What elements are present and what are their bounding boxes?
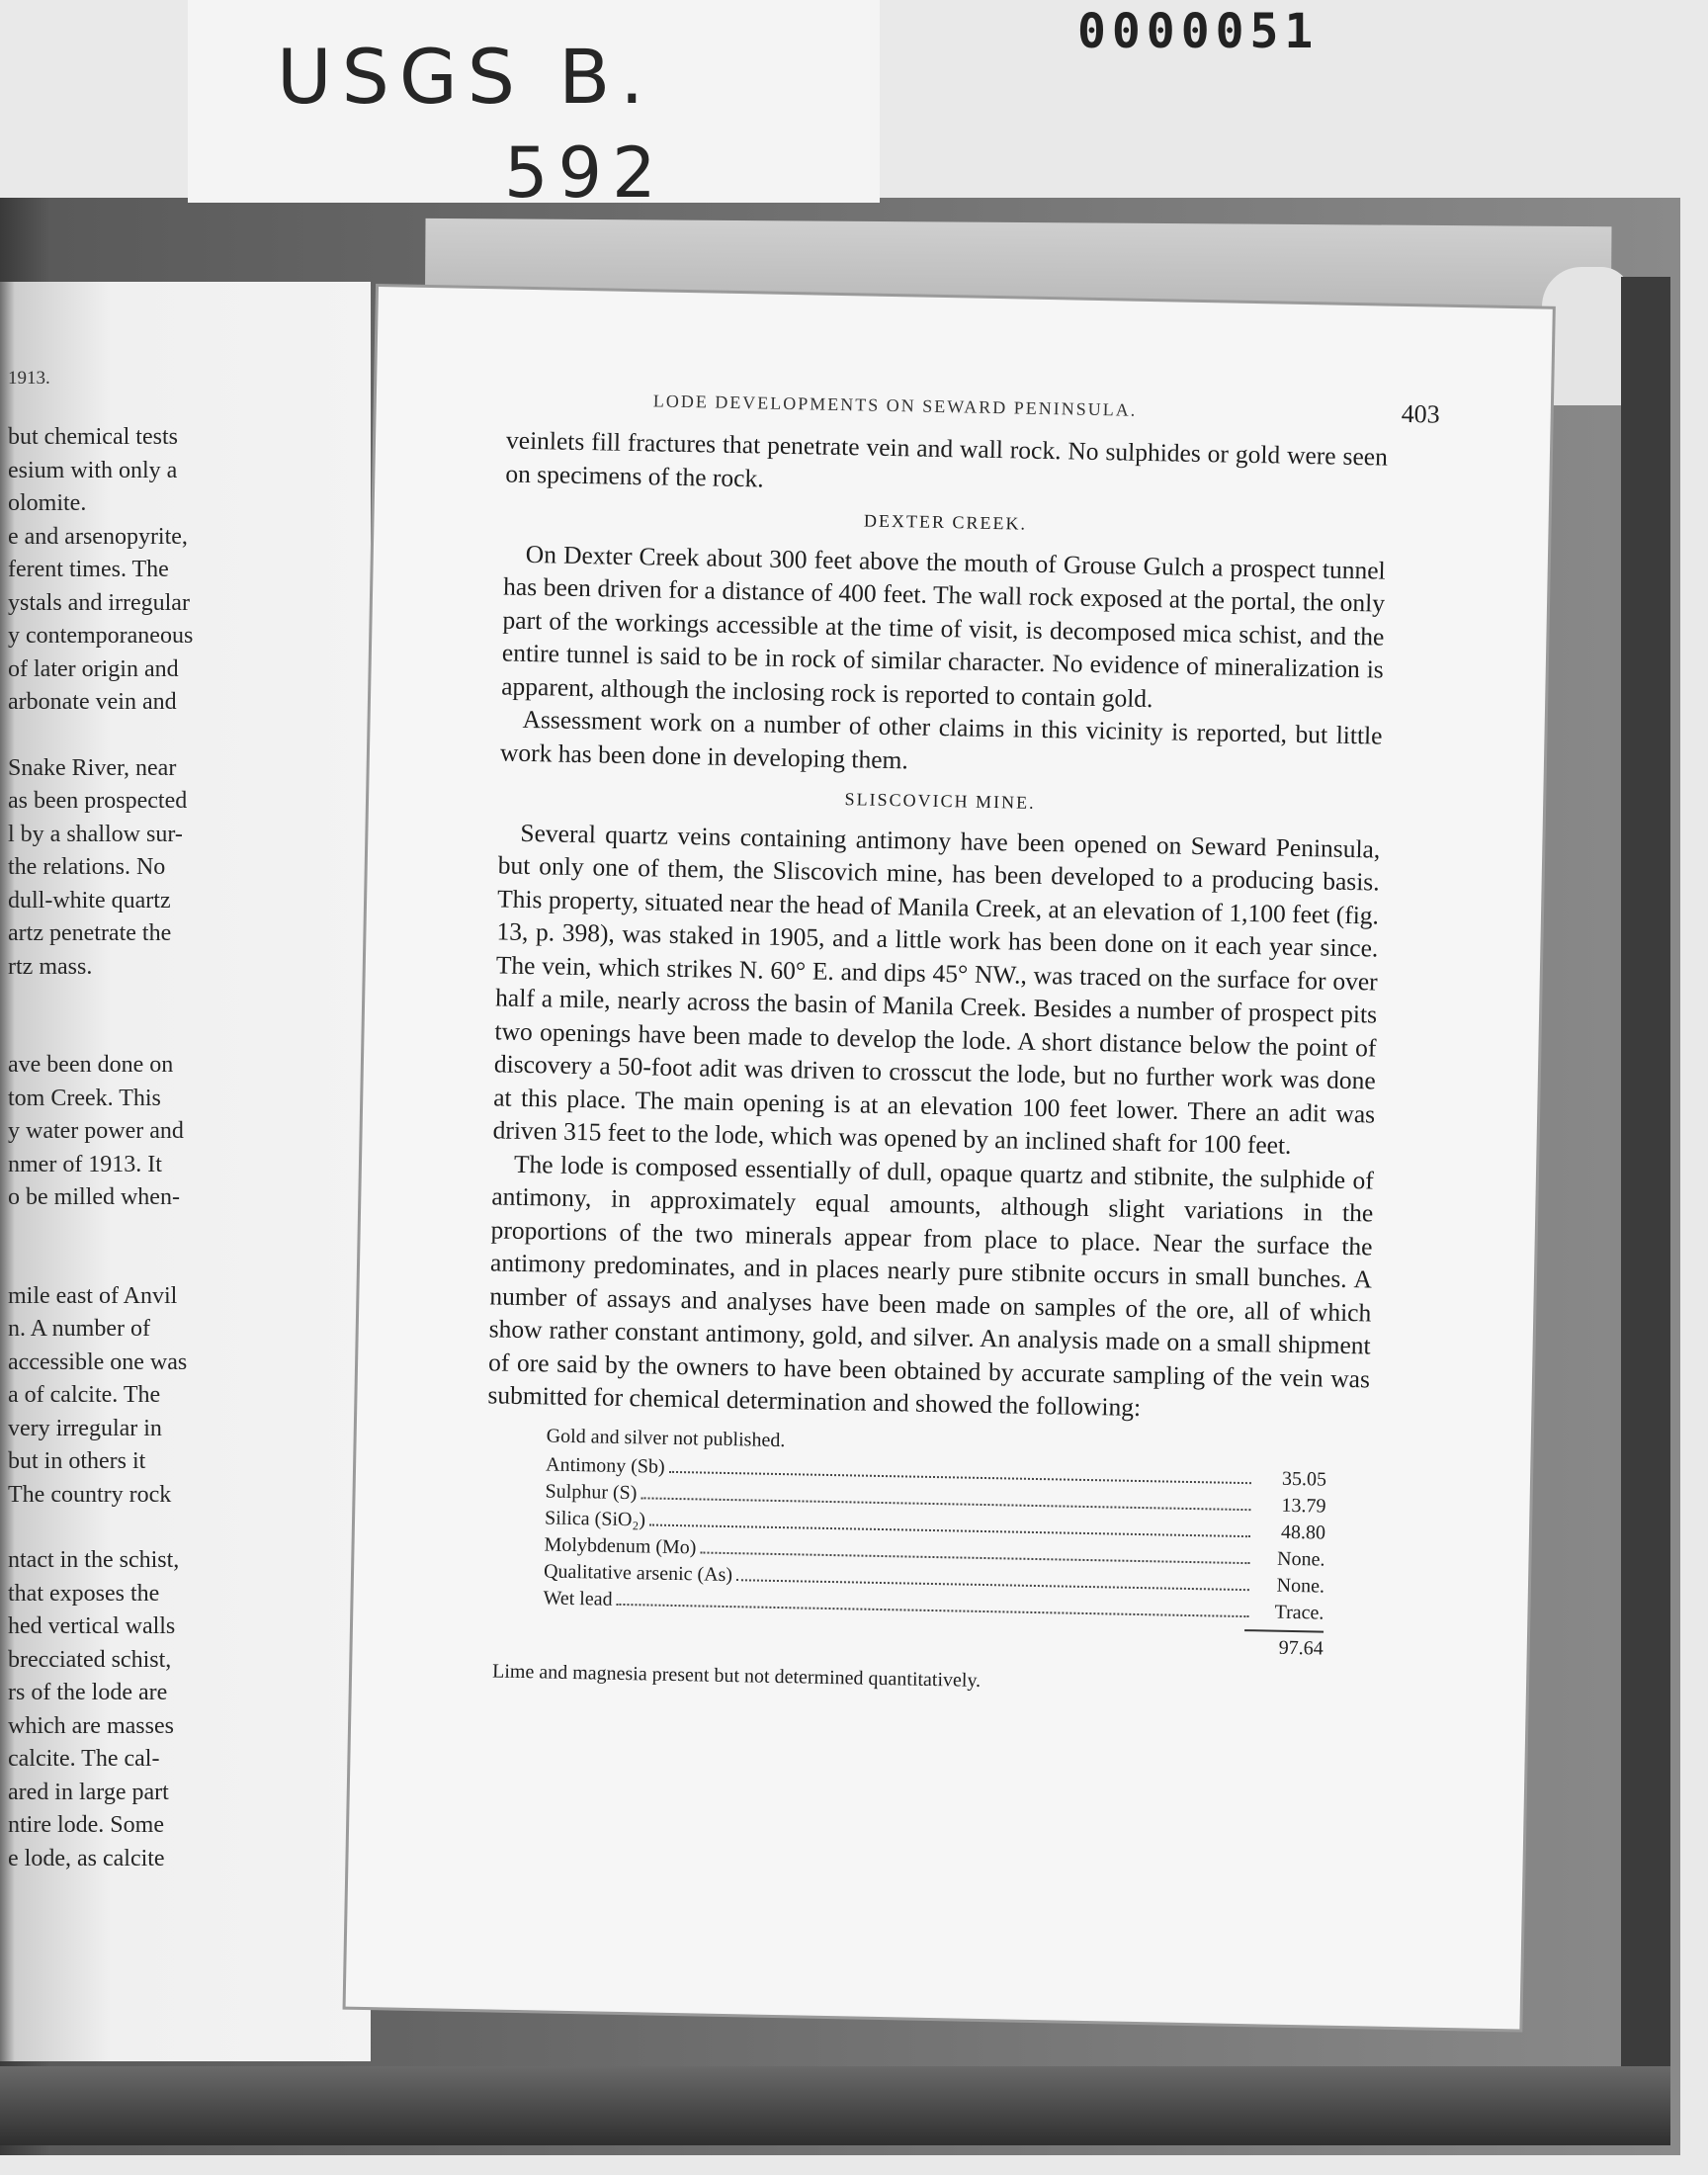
- left-page-line: mile east of Anvil: [8, 1282, 178, 1309]
- left-page-line: y contemporaneous: [8, 623, 194, 649]
- left-page-line: Snake River, near: [8, 754, 177, 781]
- analysis-value: 35.05: [1281, 1467, 1327, 1491]
- left-page-line: [8, 1512, 250, 1544]
- paragraph-lode-composition: The lode is composed essentially of dull, opaque quartz and stibnite, the sulphide of antimony, in approximately equal amounts, although slight variations in the proportions of the two minerals appear from place to place. Near the surface the antimony predominates, and in places nearly pure stibnite occurs in small bunches. A number of assays and analyses have been made on samples of the ore, all of which show rather constant antimony, gold, and silver. An analysis made on a small shipment of ore said by the owners to have been obtained by accurate sampling of the vein was submitted for chemical determination and showed the following:: [487, 1149, 1375, 1423]
- left-page-line: arbonate vein and: [8, 689, 177, 715]
- analysis-value: 48.80: [1280, 1521, 1326, 1544]
- analysis-value: Trace.: [1274, 1601, 1324, 1624]
- stamped-page-number: 0000051: [1077, 4, 1320, 59]
- left-page-line: hed vertical walls: [8, 1613, 176, 1639]
- left-page-line: ystals and irregular: [8, 589, 190, 616]
- left-page-line: nmer of 1913. It: [8, 1151, 162, 1177]
- left-page-line: n. A number of: [8, 1316, 150, 1342]
- left-page-line: e and arsenopyrite,: [8, 523, 188, 550]
- analysis-value: None.: [1276, 1547, 1325, 1571]
- paragraph-assessment-work: Assessment work on a number of other claims in this vicinity is reported, but little work has been done in developing them.: [499, 704, 1383, 774]
- left-page-line: rs of the lode are: [8, 1680, 168, 1705]
- left-page-line: a of calcite. The: [8, 1382, 161, 1408]
- left-page-line: as been prospected: [8, 788, 188, 814]
- leader-dots: [736, 1579, 1249, 1591]
- left-page-line: but in others it: [8, 1448, 146, 1474]
- left-page-line: [8, 1215, 250, 1248]
- left-page-line: ntact in the schist,: [8, 1547, 180, 1573]
- page-folio: 403: [1401, 398, 1440, 429]
- paragraph-sliscovich-mine: Several quartz veins containing antimony have been opened on Seward Peninsula, but only one of them, the Sliscovich mine, has been developed to a producing basis. This property, situated near the head of Manila Creek, at an elevation of 1,100 feet (fig. 13, p. 398), was staked in 1905, and a little work has been done on it each year since. The vein, which strikes N. 60° E. and dips 45° NW., was traced on the surface for over half a mile, nearly across the basin of Manila Creek. Besides a number of prospect pits two openings have been made to develop the lode. A short distance below the point of discovery a 50-foot adit was driven to crosscut the lode, but no further work was done at this place. The main opening is at an elevation 100 feet lower. There an adit was driven 315 feet to the lode, which was opened by an inclined shaft for 100 feet.: [492, 818, 1381, 1160]
- left-page-line: ared in large part: [8, 1779, 169, 1805]
- page-edge-right: [1621, 277, 1670, 2096]
- left-page-line: tom Creek. This: [8, 1085, 161, 1111]
- handwritten-label-line1: USGS B.: [277, 33, 654, 121]
- section-heading-sliscovich-mine: SLISCOVICH MINE.: [844, 789, 1036, 813]
- left-page-line: l by a shallow sur-: [8, 821, 183, 847]
- analysis-label: Sulphur (S): [545, 1479, 638, 1504]
- left-page-line: dull-white quartz: [8, 887, 171, 914]
- left-page-line: accessible one was: [8, 1348, 188, 1375]
- right-page: [346, 287, 1553, 2029]
- page-edge-bottom: [0, 2066, 1670, 2145]
- paragraph-continued: veinlets fill fractures that penetrate vein and wall rock. No sulphides or gold were seen on specimens of the rock.: [505, 425, 1389, 493]
- left-page-line: [8, 720, 250, 752]
- analysis-label: Silica (SiO₂): [544, 1506, 646, 1530]
- leader-dots: [616, 1603, 1248, 1616]
- left-page-line: olomite.: [8, 490, 87, 516]
- analysis-label: Antimony (Sb): [545, 1452, 665, 1478]
- analysis-value: None.: [1276, 1574, 1325, 1598]
- left-page-line: rtz mass.: [8, 953, 93, 980]
- analysis-label: Qualitative arsenic (As): [543, 1559, 733, 1586]
- left-page-line: of later origin and: [8, 655, 179, 682]
- handwritten-label-line2: 592: [504, 132, 666, 214]
- left-page-line: e lode, as calcite: [8, 1845, 165, 1871]
- left-page-line: but chemical tests: [8, 424, 178, 450]
- analysis-table: [543, 1423, 1327, 1632]
- left-page-line: The country rock: [8, 1481, 172, 1508]
- left-page-text: [8, 421, 250, 1875]
- analysis-label: Wet lead: [543, 1586, 613, 1610]
- analysis-value: 13.79: [1281, 1494, 1326, 1518]
- left-page-line: which are masses: [8, 1712, 174, 1739]
- paragraph-dexter-creek: On Dexter Creek about 300 feet above the mouth of Grouse Gulch a prospect tunnel has been driven for a distance of 400 feet. The wall rock exposed at the portal, the only part of the workings accessible at the time of visit, is decomposed mica schist, and the entire tunnel is said to be in rock of similar character. No evidence of mineralization is apparent, although the inclosing rock is reported to contain gold.: [500, 539, 1386, 713]
- left-page-line: calcite. The cal-: [8, 1746, 160, 1772]
- left-page-line: ntire lode. Some: [8, 1812, 164, 1838]
- left-page-line: brecciated schist,: [8, 1646, 172, 1673]
- left-page-line: y water power and: [8, 1118, 184, 1144]
- analysis-note: Gold and silver not published.: [546, 1424, 786, 1451]
- left-page-line: ferent times. The: [8, 557, 169, 582]
- analysis-footnote: Lime and magnesia present but not determined quantitatively.: [491, 1660, 982, 1692]
- left-page-line: o be milled when-: [8, 1184, 180, 1210]
- left-page-line: the relations. No: [8, 854, 166, 880]
- left-page-line: artz penetrate the: [8, 920, 172, 946]
- left-page-line: [8, 1248, 250, 1280]
- left-page-line: [8, 1016, 250, 1049]
- running-head: LODE DEVELOPMENTS ON SEWARD PENINSULA.: [652, 391, 1138, 420]
- left-page-line: that exposes the: [8, 1580, 160, 1607]
- left-page-line: [8, 984, 250, 1016]
- section-heading-dexter-creek: DEXTER CREEK.: [863, 510, 1028, 534]
- left-page-header: 1913.: [8, 368, 50, 389]
- analysis-label: Molybdenum (Mo): [544, 1532, 697, 1558]
- left-page-line: ave been done on: [8, 1052, 174, 1078]
- folder-tab: [1542, 267, 1631, 405]
- analysis-total: 97.64: [1278, 1636, 1324, 1660]
- page-body: [482, 424, 1388, 1705]
- left-page-line: esium with only a: [8, 457, 178, 483]
- left-page-line: very irregular in: [8, 1415, 162, 1441]
